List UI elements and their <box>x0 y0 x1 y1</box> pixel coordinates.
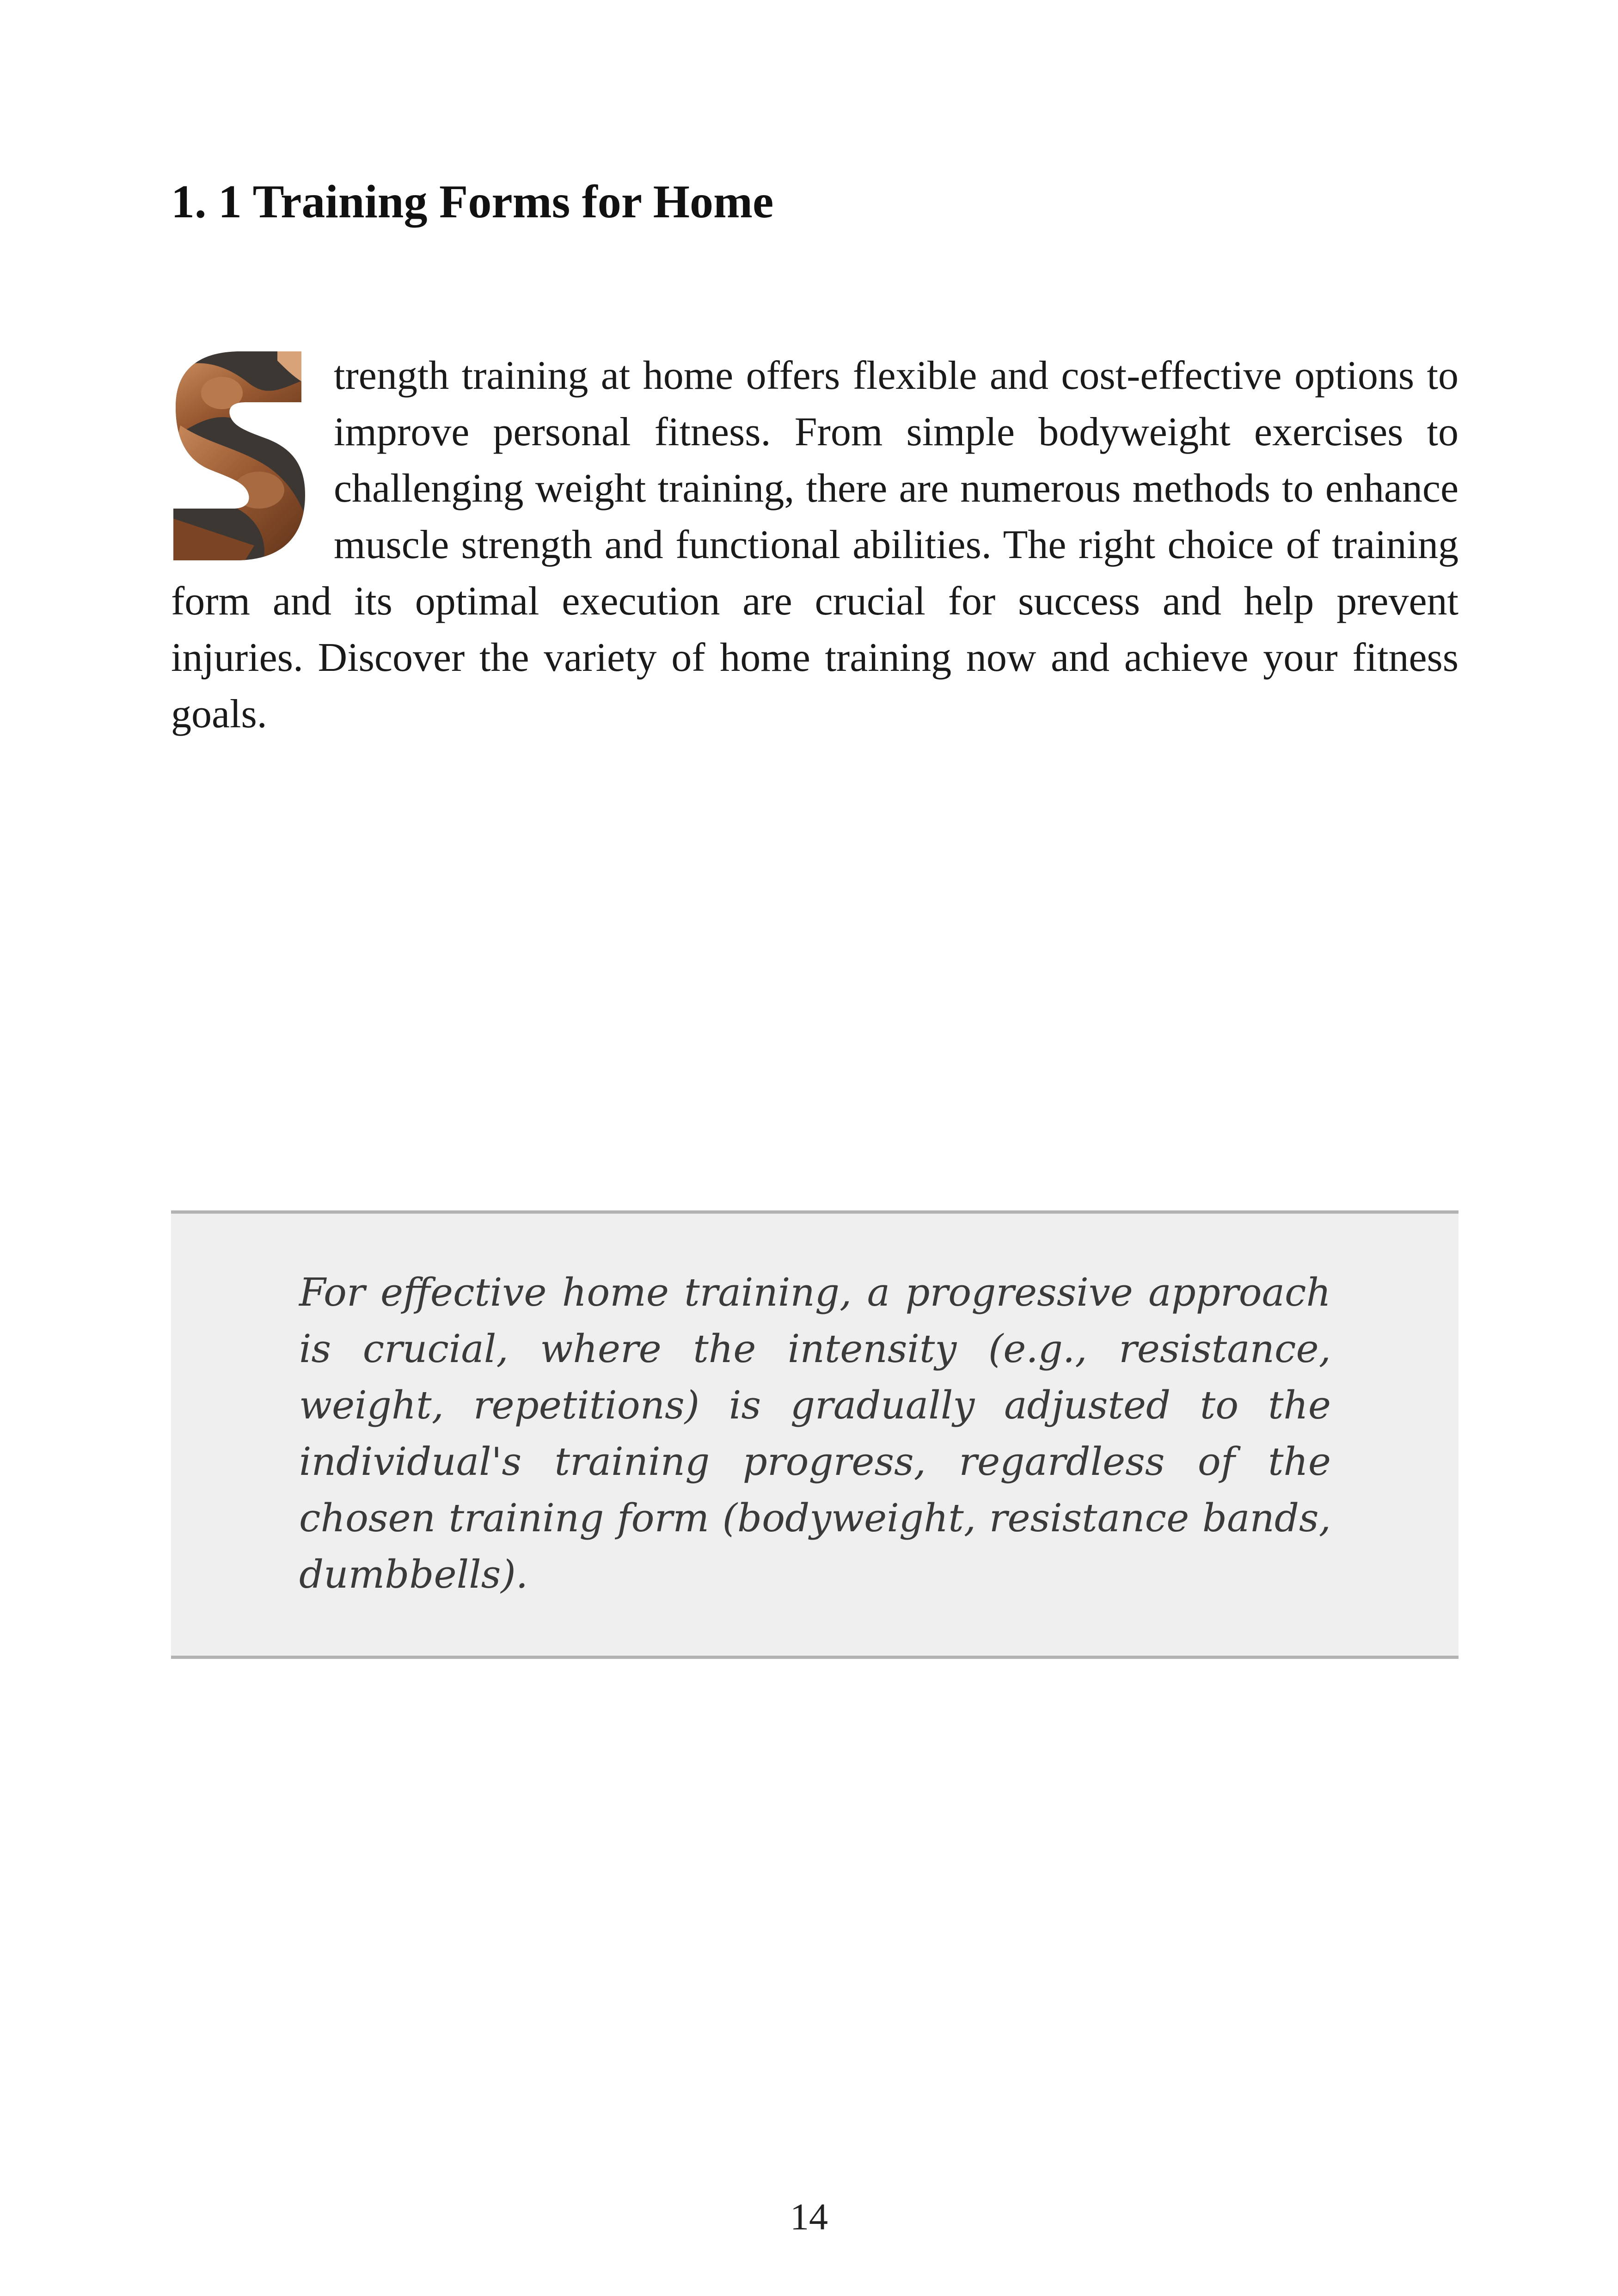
callout-box <box>171 1210 1459 1659</box>
intro-paragraph <box>171 348 1459 743</box>
callout-text: For effective home training, a progressive approach is crucial, where the intensity (e.g., resistance, weight, repetitions) is gradually adjusted to the individual's training progress, regardless of the chosen training form (bodyweight, resistance bands, dumbbells). <box>299 1270 1331 1597</box>
page-number: 14 <box>790 2196 828 2238</box>
muscular-figure-letter-s-icon <box>171 351 306 560</box>
dropcap-image <box>171 351 306 560</box>
page-title: 1. 1 Training Forms for Home <box>171 176 774 228</box>
intro-text: trength training at home offers flexible and cost-effective options to improve personal fitness. From simple bodyweight exercises to challenging weight training, there are numerous methods to enhance muscle strength and functional abilities. The right choice of training form and its optimal execution are crucial for success and help prevent injuries. Discover the variety of home training now and achieve your fitness goals. <box>171 353 1459 737</box>
